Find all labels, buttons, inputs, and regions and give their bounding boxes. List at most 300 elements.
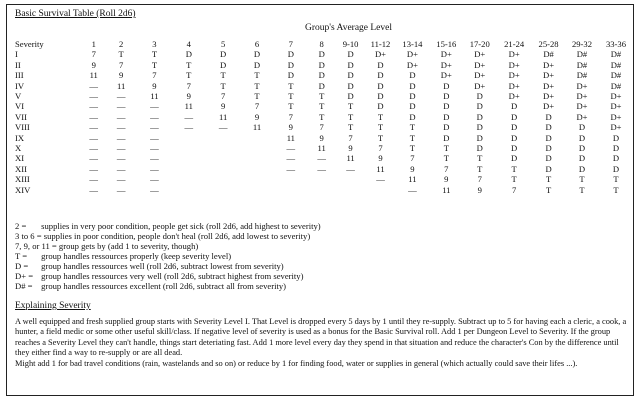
table-cell: D — [220, 59, 227, 70]
table-cell — [206, 153, 240, 163]
table-cell: D+ — [406, 49, 418, 60]
table-cell: 9 — [348, 143, 353, 154]
table-cell: D — [511, 111, 518, 122]
severity-label: IX — [15, 132, 25, 143]
table-cell: — — [116, 101, 126, 112]
table-cell: D+ — [440, 70, 452, 81]
table-cell: D# — [610, 49, 622, 60]
table-cell: D# — [610, 59, 622, 70]
table-cell: D — [578, 153, 586, 164]
table-cell: — — [89, 143, 99, 154]
table-cell: T — [477, 163, 483, 174]
table-cell: D+ — [474, 80, 486, 91]
table-cell: 11 — [408, 174, 417, 185]
table-cell: D — [347, 91, 354, 102]
table-cell: D — [443, 80, 450, 91]
table-cell — [171, 174, 206, 184]
table-cell: D — [476, 101, 483, 112]
table-cell: 7 — [378, 143, 383, 154]
table-cell — [206, 133, 240, 143]
table-cell: D — [377, 91, 384, 102]
table-cell — [336, 185, 366, 195]
level-column-header: 25-28 — [538, 39, 559, 49]
table-cell: D# — [576, 70, 588, 81]
table-cell: — — [376, 174, 385, 185]
table-row — [15, 143, 633, 153]
legend-item — [15, 221, 321, 231]
table-cell: D — [253, 59, 261, 70]
table-cell: D — [545, 122, 552, 133]
legend-text: supplies in very poor condition, people get sick (roll 2d6, add highest to severity) — [41, 221, 321, 231]
table-cell: — — [317, 153, 326, 164]
table-cell: — — [89, 163, 99, 174]
table-cell: — — [286, 153, 296, 164]
table-cell: — — [116, 91, 126, 102]
table-cell: D — [443, 132, 450, 143]
table-cell: D+ — [543, 70, 555, 81]
table-cell — [206, 174, 240, 184]
table-cell: — — [89, 111, 99, 122]
level-column-header: 9-10 — [342, 39, 359, 49]
table-cell — [240, 174, 274, 184]
table-cell: D — [318, 49, 325, 60]
table-cell: D+ — [508, 49, 520, 60]
table-cell: T — [409, 143, 416, 154]
table-cell — [240, 185, 274, 195]
table-cell: T — [377, 122, 384, 133]
table-cell: T — [477, 153, 483, 164]
table-cell: 7 — [319, 122, 324, 133]
explain-paragraph: Might add 1 for bad travel conditions (rain, wastelands and so on) or reduce by 1 for finding food, water or supplies in general (which actually could save their lifes ...). — [15, 358, 578, 368]
table-cell: D — [287, 59, 294, 70]
table-cell: 11 — [376, 163, 385, 174]
explain-text — [15, 317, 627, 369]
severity-label: V — [15, 91, 22, 102]
severity-label: XI — [15, 153, 25, 164]
table-cell — [171, 153, 206, 163]
table-cell: D+ — [543, 91, 555, 102]
table-cell — [240, 143, 274, 153]
table-cell: D — [612, 153, 620, 164]
table-cell: 7 — [288, 111, 293, 122]
table-cell: D# — [543, 49, 554, 60]
explain-title: Explaining Severity — [15, 301, 91, 311]
table-cell — [171, 185, 206, 195]
table-cell: D — [443, 101, 450, 112]
table-row — [15, 101, 633, 111]
table-cell: 11 — [150, 91, 159, 102]
severity-label: II — [15, 59, 21, 70]
table-cell: 9 — [186, 91, 191, 102]
table-cell: D+ — [543, 59, 555, 70]
legend-key: 3 to 6 = — [15, 231, 42, 241]
level-column-header: 7 — [288, 39, 293, 49]
legend-item — [15, 261, 321, 271]
table-cell: — — [286, 163, 296, 174]
legend-key: D = — [15, 261, 29, 271]
table-row — [15, 91, 633, 101]
table-cell: D — [409, 101, 416, 112]
level-column-header: 11-12 — [370, 39, 391, 49]
legend — [15, 221, 321, 291]
table-cell: 9 — [410, 163, 415, 174]
table-cell: 7 — [477, 174, 482, 185]
table-cell: T — [377, 111, 384, 122]
table-cell: D+ — [576, 101, 588, 112]
table-cell — [274, 174, 308, 184]
table-cell: T — [220, 70, 226, 81]
level-column-header: 21-24 — [504, 39, 525, 49]
table-cell: D — [220, 49, 227, 60]
table-cell — [171, 133, 206, 143]
legend-text: group handles ressources well (roll 2d6, subtract lowest from severity) — [41, 261, 284, 271]
table-cell: 7 — [348, 132, 353, 143]
table-cell: D — [443, 122, 450, 133]
legend-key: 2 = — [15, 221, 27, 231]
severity-label: VI — [15, 101, 25, 112]
table-cell: D — [511, 143, 518, 154]
table-cell: — — [116, 153, 126, 164]
table-cell: T — [443, 143, 449, 154]
table-cell: T — [118, 49, 124, 60]
table-cell: D — [545, 143, 552, 154]
table-cell: D — [377, 101, 384, 112]
table-cell: D — [476, 143, 483, 154]
table-cell: D+ — [610, 111, 622, 122]
legend-text: group handles ressources properly (keep severity level) — [41, 251, 232, 261]
table-cell: T — [186, 70, 192, 81]
table-cell: T — [186, 59, 192, 70]
table-cell: 7 — [152, 70, 157, 81]
table-cell: — — [346, 163, 355, 174]
table-cell: D — [318, 59, 325, 70]
table-cell: 11 — [219, 111, 228, 122]
table-cell: T — [319, 101, 325, 112]
table-cell: T — [288, 101, 294, 112]
table-cell: — — [184, 111, 194, 122]
table-cell: D+ — [610, 122, 622, 133]
table-cell: 9 — [220, 101, 226, 112]
table-cell: T — [254, 70, 260, 81]
legend-item — [15, 271, 321, 281]
table-cell — [240, 153, 274, 163]
table-cell: D — [287, 49, 294, 60]
table-cell: T — [613, 174, 619, 185]
table-cell: D+ — [576, 91, 588, 102]
table-cell: T — [319, 111, 325, 122]
level-column-header: 3 — [152, 39, 157, 49]
table-row — [15, 81, 633, 91]
table-cell: 9 — [319, 132, 324, 143]
table-cell: D — [377, 80, 384, 91]
table-cell: — — [150, 111, 159, 122]
table-cell: T — [579, 184, 585, 195]
table-cell: D — [578, 163, 586, 174]
table-cell: T — [377, 132, 384, 143]
table-cell: D — [545, 163, 552, 174]
table-cell: 11 — [346, 153, 355, 164]
table-cell: — — [150, 132, 159, 143]
table-cell: T — [347, 111, 354, 122]
table-cell: T — [613, 184, 619, 195]
table-cell: — — [150, 122, 159, 133]
table-cell: — — [317, 163, 326, 174]
group-level-header: Group's Average Level — [305, 23, 393, 33]
table-cell: — — [89, 184, 99, 195]
table-cell: D — [612, 163, 620, 174]
legend-item — [15, 241, 321, 251]
table-cell: D# — [610, 80, 622, 91]
table-cell: T — [511, 163, 517, 174]
table-cell — [171, 164, 206, 174]
table-row — [15, 164, 633, 174]
table-cell: T — [443, 153, 449, 164]
table-cell: 7 — [512, 184, 517, 195]
table-cell: D — [578, 132, 586, 143]
table-row — [15, 174, 633, 184]
table-cell: D+ — [474, 49, 486, 60]
table-cell: D+ — [508, 80, 520, 91]
table-cell: — — [116, 174, 126, 185]
table-cell: — — [150, 143, 159, 154]
table-cell: D — [377, 59, 384, 70]
table-cell: D+ — [576, 111, 588, 122]
table-cell: D — [511, 153, 518, 164]
table-cell: 11 — [184, 101, 193, 112]
table-cell: D — [545, 111, 552, 122]
table-cell: T — [151, 59, 158, 70]
legend-text: supplies in poor condition, people don't heal (roll 2d6, add lowest to severity) — [43, 231, 311, 241]
legend-key: D+ = — [15, 271, 34, 281]
table-cell: D — [612, 143, 620, 154]
level-column-header: 29-32 — [571, 39, 593, 49]
table-cell: D — [318, 70, 325, 81]
table-cell: D — [409, 70, 416, 81]
table-row — [15, 153, 633, 163]
severity-label: XIV — [15, 184, 31, 195]
table-cell: D+ — [610, 101, 622, 112]
table-cell: T — [545, 184, 552, 195]
table-cell: 11 — [252, 122, 262, 133]
table-cell: — — [184, 122, 194, 133]
table-cell: D+ — [474, 59, 486, 70]
table-cell: T — [288, 80, 294, 91]
table-cell: — — [116, 143, 126, 154]
table-cell: D# — [576, 49, 588, 60]
table-cell: — — [89, 132, 99, 143]
table-cell: 7 — [91, 49, 96, 60]
table-cell: T — [409, 122, 416, 133]
table-cell: — — [150, 184, 159, 195]
table-cell: — — [89, 80, 99, 91]
table-cell: D — [318, 80, 325, 91]
table-cell: — — [116, 163, 126, 174]
table-cell: D — [612, 132, 620, 143]
table-body — [15, 49, 633, 195]
table-cell: — — [408, 184, 417, 195]
table-row — [15, 70, 633, 80]
table-cell: T — [545, 174, 552, 185]
table-cell: — — [116, 122, 126, 133]
level-column-header: 13-14 — [402, 39, 423, 49]
table-cell: D — [347, 49, 354, 60]
table-cell: — — [286, 143, 296, 154]
level-column-header: 6 — [254, 39, 260, 49]
table-cell — [336, 174, 366, 184]
table-cell: D — [443, 91, 450, 102]
table-row — [15, 49, 633, 59]
level-column-header: 1 — [91, 39, 96, 49]
table-cell: 9 — [118, 70, 124, 81]
legend-item — [15, 231, 321, 241]
table-cell: 7 — [444, 163, 449, 174]
table-cell: 9 — [91, 59, 96, 70]
table-cell — [308, 174, 336, 184]
table-cell: — — [116, 111, 126, 122]
table-cell: D — [545, 132, 552, 143]
severity-label: XII — [15, 163, 27, 174]
table-cell: D — [545, 153, 552, 164]
severity-label: VIII — [15, 122, 30, 133]
severity-column-header: Severity — [15, 39, 44, 49]
table-header-row — [15, 39, 633, 49]
level-column-header: 15-16 — [436, 39, 457, 49]
table-cell: — — [218, 122, 228, 133]
level-column-header: 5 — [220, 39, 226, 49]
table-cell: D — [409, 91, 416, 102]
table-cell: D — [476, 122, 483, 133]
table-cell — [206, 143, 240, 153]
severity-label: XIII — [15, 174, 30, 185]
legend-key: 7, 9, or 11 = — [15, 241, 57, 251]
table-cell: D — [287, 70, 294, 81]
table-cell: D — [476, 111, 483, 122]
table-cell: D — [511, 132, 518, 143]
table-cell — [274, 185, 308, 195]
level-column-header: 4 — [186, 39, 191, 49]
table-row — [15, 112, 633, 122]
table-cell: D+ — [576, 80, 588, 91]
table-cell: 7 — [118, 59, 124, 70]
level-column-header: 33-36 — [605, 39, 626, 49]
table-cell: — — [116, 184, 126, 195]
table-cell: 11 — [116, 80, 126, 91]
table-cell: D+ — [543, 80, 555, 91]
table-cell: D — [185, 49, 192, 60]
table-cell: D+ — [440, 49, 452, 60]
table-cell: D — [409, 80, 416, 91]
table-cell: D# — [610, 70, 622, 81]
table-cell: D — [347, 59, 354, 70]
table-row — [15, 60, 633, 70]
severity-label: VII — [15, 111, 27, 122]
table-cell: — — [89, 174, 99, 185]
table-cell: 9 — [477, 184, 482, 195]
table-cell — [171, 143, 206, 153]
table-cell: — — [116, 132, 126, 143]
explain-paragraph: A well equipped and fresh supplied group starts with Severity Level I. That Level is dropped every 5 days by 1 until they re-supply. Subtract up to 5 for having each a cleric, a cook, a hunter, a field medic or some other useful skill/class. If negative level of severity is used as a bonus for the Basic Survival roll. Add 1 per Dungeon Level to Severity. If the group reaches a Severity Level they can't handle, things start deteriating fast. Add 1 more level every day they spend in that situation and reduce the character's Con by the difference until they either find a way to re-supply or are all dead. — [15, 317, 627, 358]
table-cell: — — [89, 91, 99, 102]
legend-key: D# = — [15, 281, 33, 291]
table-cell: T — [288, 91, 294, 102]
table-cell: 11 — [89, 70, 98, 81]
table-cell: D — [476, 91, 483, 102]
level-column-header: 2 — [118, 39, 124, 49]
level-column-header: 8 — [319, 39, 324, 49]
table-cell: D+ — [610, 91, 622, 102]
table-cell: 9 — [288, 122, 293, 133]
table-cell: T — [151, 49, 158, 60]
table-cell — [366, 185, 396, 195]
table-cell: 11 — [286, 132, 295, 143]
table-cell: D+ — [406, 59, 418, 70]
severity-label: X — [15, 143, 22, 154]
table-cell: 11 — [317, 143, 326, 154]
table-cell: D — [578, 122, 586, 133]
table-cell — [206, 164, 240, 174]
table-cell: 9 — [378, 153, 383, 164]
survival-table — [15, 39, 633, 195]
table-cell: 7 — [220, 91, 226, 102]
table-cell: D — [476, 132, 483, 143]
survival-table-page — [6, 4, 634, 396]
table-cell: T — [511, 174, 517, 185]
table-cell — [240, 164, 274, 174]
table-cell: D — [377, 70, 384, 81]
table-cell — [206, 185, 240, 195]
severity-label: IV — [15, 80, 25, 91]
table-cell: D+ — [508, 70, 520, 81]
table-cell: D — [443, 111, 450, 122]
table-cell: D — [347, 80, 354, 91]
table-cell: 9 — [152, 80, 157, 91]
table-cell: 7 — [186, 80, 191, 91]
table-cell: 11 — [442, 184, 451, 195]
table-cell: — — [89, 153, 99, 164]
table-cell: D+ — [508, 59, 520, 70]
table-cell: T — [319, 91, 325, 102]
table-cell: T — [254, 91, 260, 102]
table-row — [15, 122, 633, 132]
table-cell: T — [347, 101, 354, 112]
table-cell: T — [220, 80, 226, 91]
table-cell: D# — [576, 59, 588, 70]
table-row — [15, 185, 633, 195]
legend-text: group handles ressources excellent (roll 2d6, subtract all from severity) — [41, 281, 286, 291]
table-cell — [308, 185, 336, 195]
table-cell: D — [347, 70, 354, 81]
table-cell: D+ — [474, 70, 486, 81]
table-cell: D+ — [508, 91, 520, 102]
legend-text: group handles ressources very well (roll 2d6, subtract highest from severity) — [41, 271, 304, 281]
table-cell: D — [511, 101, 518, 112]
table-cell: — — [89, 122, 99, 133]
table-cell: T — [254, 80, 260, 91]
table-cell: D+ — [440, 59, 452, 70]
table-row — [15, 133, 633, 143]
table-cell: — — [150, 163, 159, 174]
legend-item — [15, 281, 321, 291]
level-column-header: 17-20 — [469, 39, 490, 49]
table-cell: D — [578, 143, 586, 154]
table-cell: 9 — [254, 111, 260, 122]
severity-label: I — [15, 49, 18, 60]
severity-label: III — [15, 70, 24, 81]
table-cell: D+ — [374, 49, 387, 60]
table-cell: D+ — [543, 101, 555, 112]
table-cell: — — [150, 153, 159, 164]
legend-item — [15, 251, 321, 261]
